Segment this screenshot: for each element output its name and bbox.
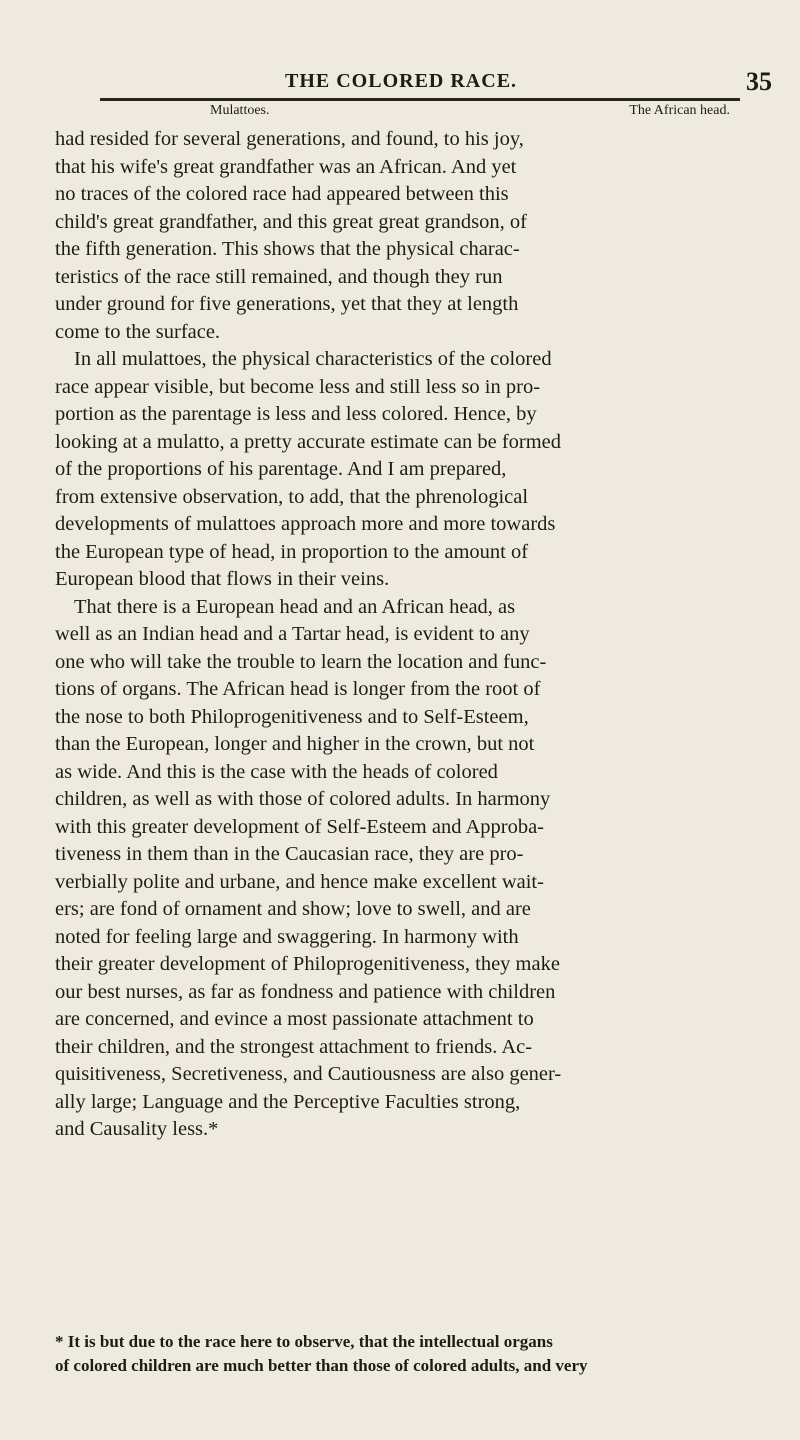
text-line: as wide. And this is the case with the heads of colored <box>55 760 498 783</box>
subhead-left: Mulattoes. <box>210 103 270 118</box>
text-line: than the European, longer and higher in the crown, but not <box>55 733 535 755</box>
text-line: their greater development of Philoprogenitiveness, they make <box>55 953 560 975</box>
text-line: their children, and the strongest attachment to friends. Ac- <box>55 1035 533 1058</box>
paragraph-3 <box>55 594 745 1144</box>
text-line: well as an Indian head and a Tartar head, is evident to any <box>55 623 530 645</box>
text-line: come to the surface. <box>55 320 221 343</box>
text-line: European blood that flows in their veins. <box>55 568 390 590</box>
text-line: In all mulattoes, the physical characteristics of the colored <box>74 348 552 370</box>
text-line: ers; are fond of ornament and show; love to swell, and are <box>55 898 531 920</box>
text-line: one who will take the trouble to learn the location and func- <box>55 650 547 673</box>
paragraph-1 <box>55 126 745 346</box>
text-line: That there is a European head and an African head, as <box>74 595 516 618</box>
text-line: the fifth generation. This shows that the physical charac- <box>55 238 520 260</box>
text-line: ally large; Language and the Perceptive Faculties strong, <box>55 1090 521 1113</box>
text-line: tions of organs. The African head is longer from the root of <box>55 678 541 700</box>
text-line: children, as well as with those of colored adults. In harmony <box>55 788 551 810</box>
header-rule <box>100 98 740 101</box>
text-line: had resided for several generations, and found, to his joy, <box>55 128 524 150</box>
text-line: verbially polite and urbane, and hence make excellent wait- <box>55 870 544 893</box>
text-line: our best nurses, as far as fondness and patience with children <box>55 980 556 1003</box>
text-line: portion as the parentage is less and less colored. Hence, by <box>55 403 537 425</box>
text-line: of the proportions of his parentage. And I am prepared, <box>55 458 507 480</box>
text-line: quisitiveness, Secretiveness, and Cautiousness are also gener- <box>55 1063 562 1085</box>
paragraph-2 <box>55 346 745 594</box>
text-line: that his wife's great grandfather was an African. And yet <box>55 155 517 178</box>
text-line: looking at a mulatto, a pretty accurate estimate can be formed <box>55 430 562 453</box>
subhead-right: The African head. <box>629 103 730 118</box>
page-number: 35 <box>746 67 772 96</box>
text-line: race appear visible, but become less and still less so in pro- <box>55 375 541 398</box>
section-subheads <box>100 103 740 123</box>
running-head <box>0 67 800 100</box>
text-line: from extensive observation, to add, that the phrenological <box>55 485 529 508</box>
text-line: under ground for five generations, yet that they at length <box>55 293 519 315</box>
running-title: THE COLORED RACE. <box>285 70 518 92</box>
footnote <box>55 1330 745 1378</box>
text-line: and Causality less.* <box>55 1118 219 1140</box>
text-line: child's great grandfather, and this great great grandson, of <box>55 210 527 233</box>
text-line: the European type of head, in proportion to the amount of <box>55 540 529 563</box>
text-line: tiveness in them than in the Caucasian race, they are pro- <box>55 843 524 865</box>
text-line: are concerned, and evince a most passionate attachment to <box>55 1008 534 1030</box>
text-line: developments of mulattoes approach more and more towards <box>55 513 556 535</box>
text-line: teristics of the race still remained, and though they run <box>55 265 503 288</box>
text-line: the nose to both Philoprogenitiveness and to Self-Esteem, <box>55 705 529 728</box>
text-line: no traces of the colored race had appeared between this <box>55 183 509 205</box>
body-text <box>55 126 745 1144</box>
footnote-line: * It is but due to the race here to observe, that the intellectual organs <box>55 1332 553 1351</box>
text-line: noted for feeling large and swaggering. In harmony with <box>55 925 519 948</box>
footnote-line: of colored children are much better than those of colored adults, and very <box>55 1356 588 1375</box>
text-line: with this greater development of Self-Esteem and Approba- <box>55 815 545 838</box>
